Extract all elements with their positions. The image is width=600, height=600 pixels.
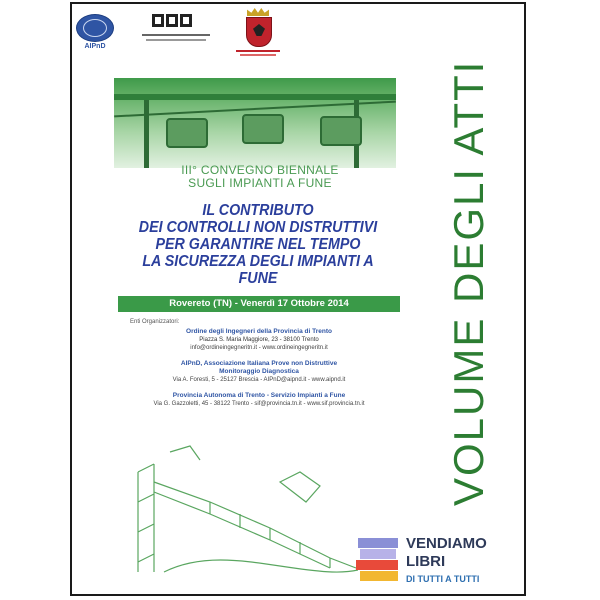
title-line-4: LA SICUREZZA DEGLI IMPIANTI A FUNE xyxy=(142,253,374,287)
title-line-1: IL CONTRIBUTO xyxy=(202,202,314,219)
convegno-line-1: III° CONVEGNO BIENNALE xyxy=(181,163,339,177)
globe-icon xyxy=(76,14,114,42)
organizer-name-line-2: Monitoraggio Diagnostica xyxy=(219,368,299,375)
order-logo-mark xyxy=(152,14,194,32)
organizer-name: AIPnD, Associazione Italiana Prove non Distruttive xyxy=(180,360,338,367)
province-crest-logo xyxy=(234,6,282,66)
aipnd-logo-label: AIPnD xyxy=(84,43,106,50)
organizer-contact: info@ordineingegneritn.it - www.ordineingegneritn.it xyxy=(190,345,328,351)
cable-car-photo xyxy=(114,78,396,168)
shield-icon xyxy=(246,17,272,47)
convegno-line-2: SUGLI IMPIANTI A FUNE xyxy=(188,176,332,190)
main-title xyxy=(129,202,387,287)
convegno-subtitle xyxy=(160,164,360,190)
organizer-address: Via A. Foresti, 5 - 25127 Brescia - AIPnD@aipnd.it - www.aipnd.it xyxy=(172,377,346,383)
organizer-address: Via G. Gazzoletti, 45 - 38122 Trento - sif@provincia.tn.it - www.sif.provincia.tn.it xyxy=(153,401,365,407)
engineers-order-logo xyxy=(142,14,210,58)
badge-tagline: DI TUTTI A TUTTI xyxy=(406,574,480,584)
badge-brand-line-2: LIBRI xyxy=(406,553,446,570)
crown-icon xyxy=(247,8,269,16)
aipnd-logo xyxy=(72,12,118,56)
badge-brand-line-1: VENDIAMO xyxy=(406,535,487,552)
organizer-name: Provincia Autonoma di Trento - Servizio Impianti a Fune xyxy=(172,392,346,399)
organizers-label: Enti Organizzatori: xyxy=(130,319,180,325)
books-stack-icon xyxy=(356,538,400,586)
organizers-block xyxy=(118,318,400,416)
organizer-address: Piazza S. Maria Maggiore, 23 - 38100 Trento xyxy=(199,337,319,343)
organizer-name: Ordine degli Ingegneri della Provincia di Trento xyxy=(186,328,332,335)
title-line-3: PER GARANTIRE NEL TEMPO xyxy=(155,236,361,253)
cable-car-sketch xyxy=(130,442,358,582)
date-location-bar: Rovereto (TN) - Venerdì 17 Ottobre 2014 xyxy=(118,296,400,312)
logo-row xyxy=(72,12,284,66)
title-line-2: DEI CONTROLLI NON DISTRUTTIVI xyxy=(138,219,378,236)
vertical-title: VOLUME DEGLI ATTI xyxy=(445,59,492,506)
vendiamo-libri-badge xyxy=(356,534,506,590)
